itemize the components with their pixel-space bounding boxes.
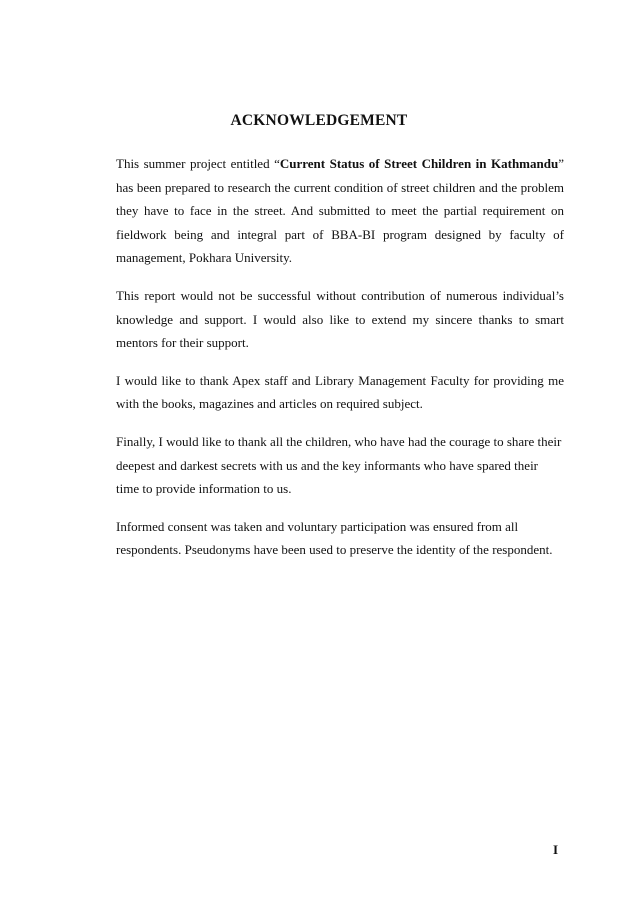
paragraph-contribution: This report would not be successful without contribution of numerous individual’s knowledge and support. I would also like to extend my sincere thanks to smart mentors for their support. [116, 287, 564, 351]
paragraph-intro-rest: ” has been prepared to research the current condition of street children and the problem they have to face in the street. And submitted to meet the partial requirement on fieldwork being and integral part of BBA-BI program designed by faculty of management, Pokhara University. [116, 156, 564, 266]
paragraph-intro-lead: This summer project entitled “ [116, 156, 280, 171]
paragraph-project-intro [116, 152, 564, 270]
paragraph-consent: Informed consent was taken and voluntary participation was ensured from all respondents. Pseudonyms have been used to preserve the identity of the respondent. [116, 518, 553, 558]
paragraph-thanks-staff: I would like to thank Apex staff and Library Management Faculty for providing me with the books, magazines and articles on required subject. [116, 372, 564, 412]
page-number: I [553, 842, 559, 857]
project-title: Current Status of Street Children in Kathmandu [279, 156, 559, 171]
page-title: ACKNOWLEDGEMENT [230, 112, 408, 129]
paragraph-thanks-children: Finally, I would like to thank all the children, who have had the courage to share their deepest and darkest secrets with us and the key informants who have spared their time to provide information to us. [116, 433, 562, 497]
document-body [116, 152, 564, 576]
